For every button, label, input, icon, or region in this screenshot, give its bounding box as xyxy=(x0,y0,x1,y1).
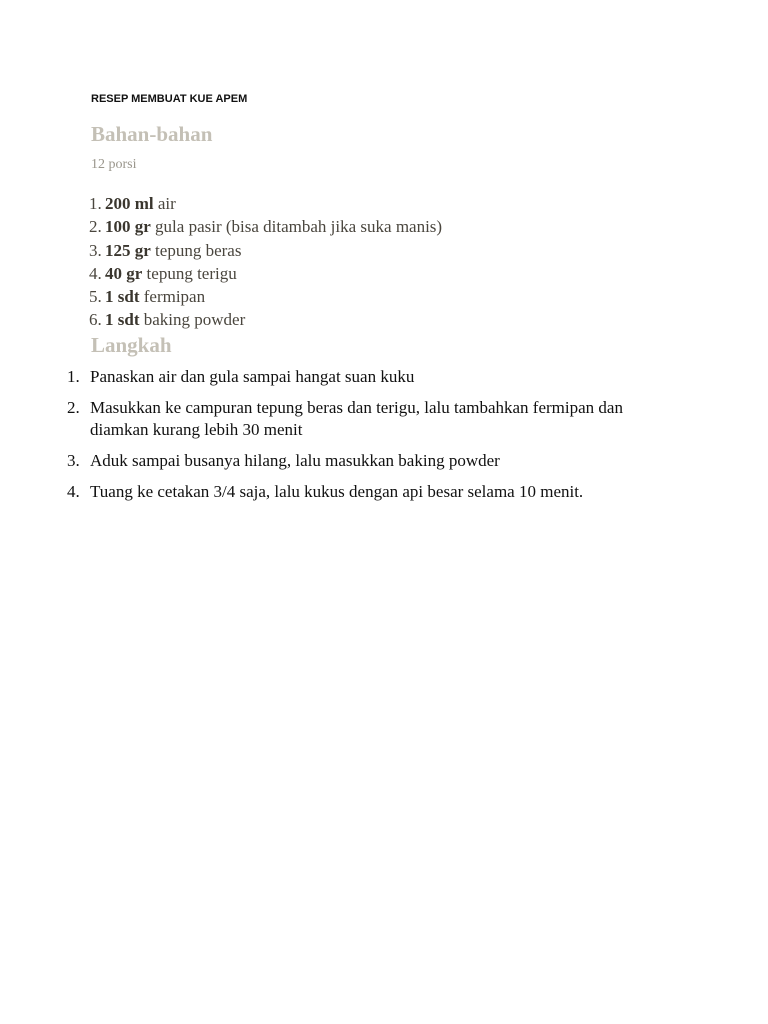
ingredient-quantity: 200 ml xyxy=(105,194,154,213)
step-text: Aduk sampai busanya hilang, lalu masukkan baking powder xyxy=(90,451,500,470)
step-item xyxy=(62,366,672,388)
ingredient-item xyxy=(89,262,442,285)
ingredient-number: 2. xyxy=(89,217,102,237)
ingredient-quantity: 125 gr xyxy=(105,240,151,260)
ingredient-number: 3. xyxy=(89,240,102,260)
ingredient-number: 5. xyxy=(89,287,102,307)
document-title: RESEP MEMBUAT KUE APEM xyxy=(91,93,248,105)
ingredient-name: tepung beras xyxy=(150,240,242,260)
step-number: 3. xyxy=(67,451,80,470)
ingredient-name: tepung terigu xyxy=(142,263,237,283)
ingredient-item xyxy=(89,215,442,238)
ingredient-item xyxy=(89,192,442,215)
ingredients-list xyxy=(89,192,442,332)
ingredient-name: baking powder xyxy=(139,310,246,330)
ingredient-number: 4. xyxy=(89,263,102,283)
step-item xyxy=(62,450,672,472)
ingredient-item xyxy=(89,285,442,308)
step-text: Masukkan ke campuran tepung beras dan terigu, lalu tambahkan fermipan dan diamkan kurang lebih 30 menit xyxy=(90,398,623,439)
ingredient-name: air xyxy=(153,194,176,213)
step-text: Panaskan air dan gula sampai hangat suan kuku xyxy=(90,367,415,386)
ingredient-quantity: 1 sdt xyxy=(105,287,140,307)
ingredient-name: fermipan xyxy=(139,287,206,307)
step-number: 2. xyxy=(67,398,80,417)
steps-list xyxy=(62,366,672,512)
step-item xyxy=(62,397,672,441)
step-text: Tuang ke cetakan 3/4 saja, lalu kukus dengan api besar selama 10 menit. xyxy=(90,482,584,501)
ingredient-item xyxy=(89,239,442,262)
ingredient-name: gula pasir (bisa ditambah jika suka manis) xyxy=(150,217,443,237)
ingredient-item xyxy=(89,308,442,331)
ingredient-quantity: 1 sdt xyxy=(105,310,140,330)
ingredients-heading: Bahan-bahan xyxy=(91,122,213,146)
ingredient-number: 6. xyxy=(89,310,102,330)
servings-text: 12 porsi xyxy=(91,157,137,172)
ingredient-quantity: 100 gr xyxy=(105,217,151,237)
ingredient-quantity: 40 gr xyxy=(105,263,143,283)
step-number: 4. xyxy=(67,482,80,501)
step-number: 1. xyxy=(67,367,80,386)
steps-heading: Langkah xyxy=(91,333,172,357)
ingredient-number: 1. xyxy=(89,194,102,213)
step-item xyxy=(62,481,672,503)
